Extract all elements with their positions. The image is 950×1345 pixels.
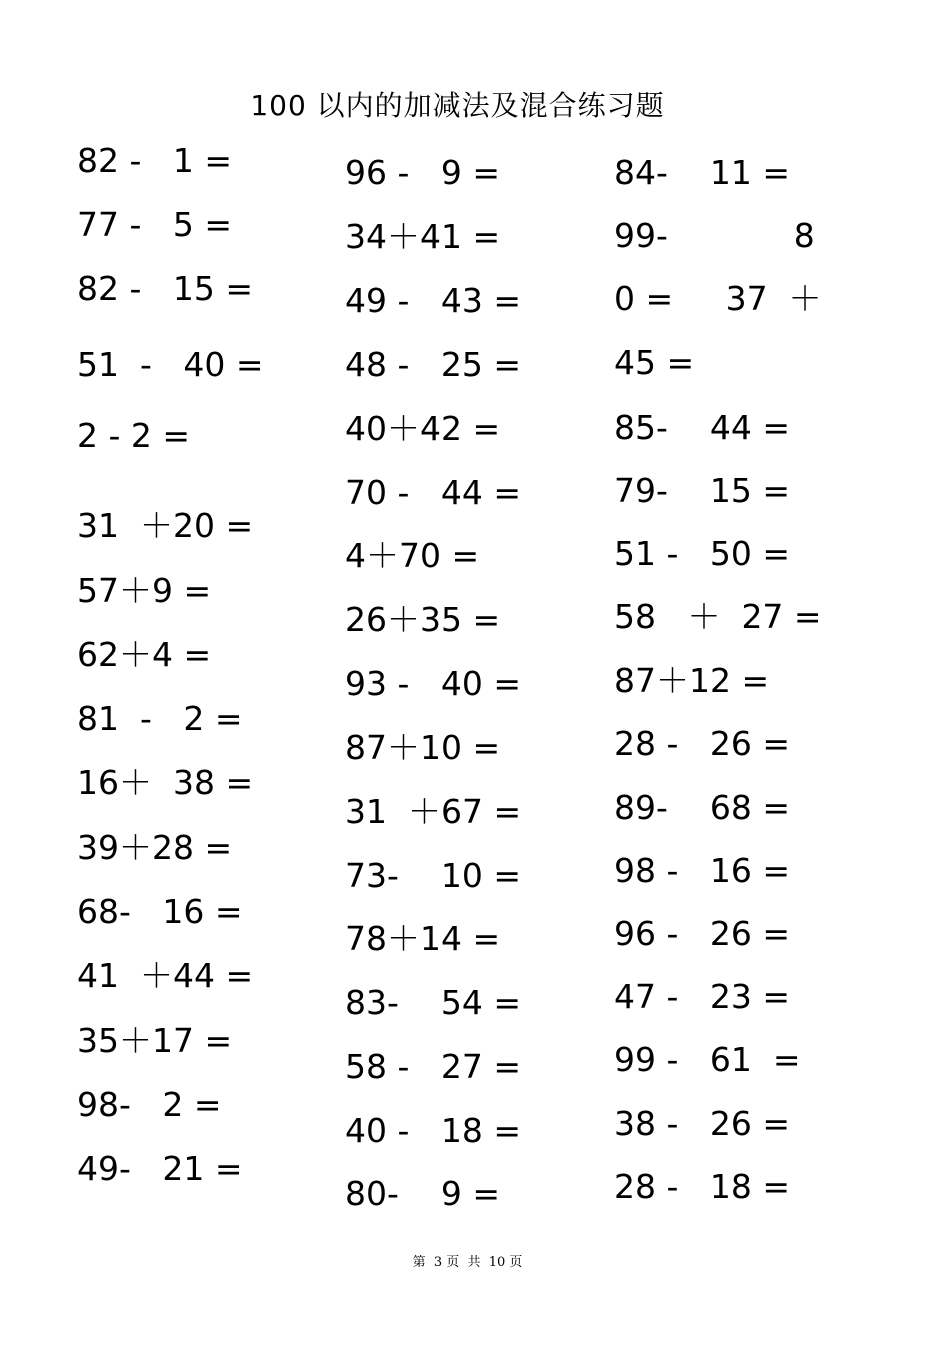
problem: 98- 2 = <box>77 1085 222 1124</box>
problem: 84- 11 = <box>614 153 790 192</box>
problem: 93 - 40 = <box>345 664 521 703</box>
problem: 28 - 26 = <box>614 724 790 763</box>
problem: 85- 44 = <box>614 408 790 447</box>
problem: 38 - 26 = <box>614 1104 790 1143</box>
problem: 98 - 16 = <box>614 851 790 890</box>
problem: 28 - 18 = <box>614 1167 790 1206</box>
problem: 82 - 15 = <box>77 269 253 308</box>
problem: 83- 54 = <box>345 983 521 1022</box>
problem: 49- 21 = <box>77 1149 243 1188</box>
problem: 73- 10 = <box>345 856 521 895</box>
problem: 87＋12 = <box>614 661 770 700</box>
problem: 34＋41 = <box>345 217 501 256</box>
problem: 96 - 26 = <box>614 914 790 953</box>
problem: 78＋14 = <box>345 919 501 958</box>
problem: 49 - 43 = <box>345 281 521 320</box>
problem: 99 - 61 = <box>614 1040 801 1079</box>
problem: 77 - 5 = <box>77 205 232 244</box>
problem: 40＋42 = <box>345 409 501 448</box>
problem: 4＋70 = <box>345 536 480 575</box>
problem: 45 = <box>614 343 695 382</box>
problem: 89- 68 = <box>614 788 790 827</box>
problem: 16＋ 38 = <box>77 763 254 802</box>
problem: 87＋10 = <box>345 728 501 767</box>
problem: 2 - 2 = <box>77 416 191 455</box>
page-title: 100 以内的加减法及混合练习题 <box>250 89 665 122</box>
problem: 51 - 50 = <box>614 534 790 573</box>
problem: 81 - 2 = <box>77 699 243 738</box>
problem: 40 - 18 = <box>345 1111 521 1150</box>
problem: 31 ＋20 = <box>77 506 254 545</box>
problem: 62＋4 = <box>77 635 212 674</box>
problem: 0 = 37 ＋ <box>614 279 822 318</box>
problem: 48 - 25 = <box>345 345 521 384</box>
problem: 26＋35 = <box>345 600 501 639</box>
problem: 99- 8 <box>614 216 815 255</box>
problem: 47 - 23 = <box>614 977 790 1016</box>
problem: 41 ＋44 = <box>77 956 254 995</box>
page-footer: 第 3 页 共 10 页 <box>412 1255 523 1270</box>
problem: 96 - 9 = <box>345 153 500 192</box>
problem: 51 - 40 = <box>77 345 264 384</box>
problem: 79- 15 = <box>614 471 790 510</box>
problem: 68- 16 = <box>77 892 243 931</box>
problem: 31 ＋67 = <box>345 792 522 831</box>
problem: 39＋28 = <box>77 828 233 867</box>
problem: 58 - 27 = <box>345 1047 521 1086</box>
problem: 70 - 44 = <box>345 473 521 512</box>
problem: 57＋9 = <box>77 571 212 610</box>
problem: 82 - 1 = <box>77 141 232 180</box>
problem: 58 ＋ 27 = <box>614 597 822 636</box>
problem: 35＋17 = <box>77 1021 233 1060</box>
problem: 80- 9 = <box>345 1174 500 1213</box>
